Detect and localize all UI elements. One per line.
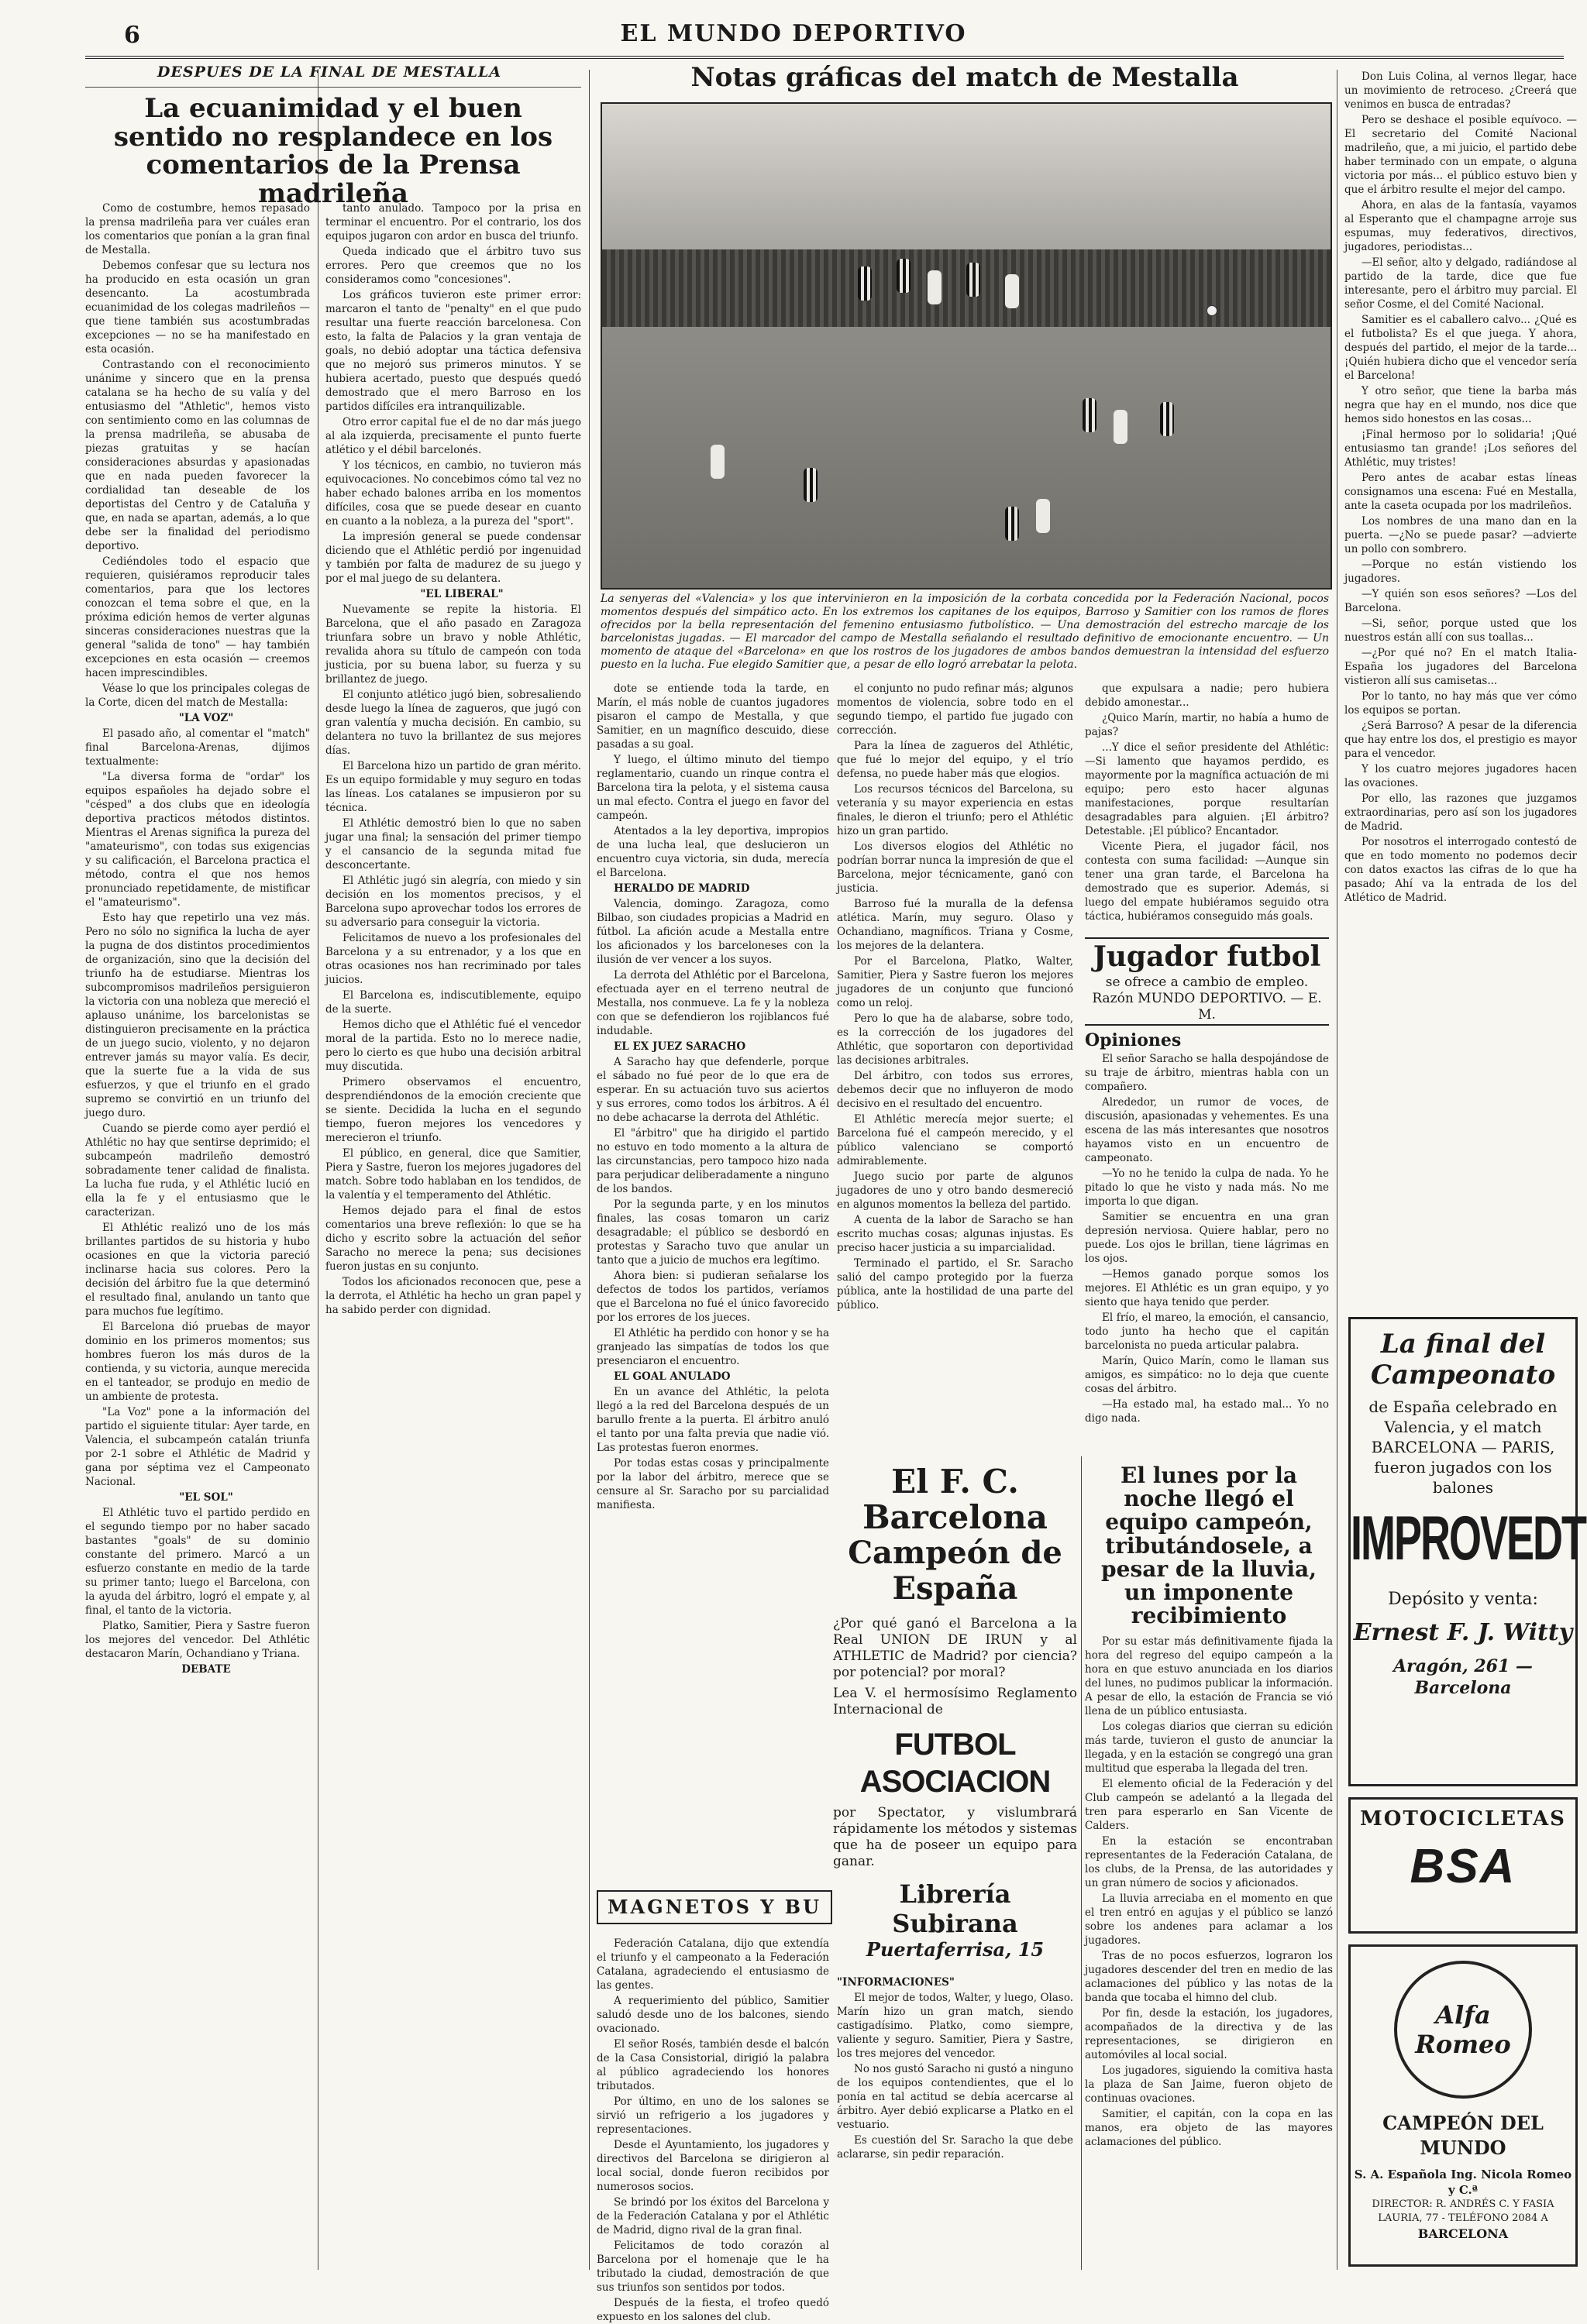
player-figure [1005, 274, 1019, 308]
paragraph: La derrota del Athlétic por el Barcelona, efectuada ayer en el terreno neutral de Mestalla, nos conmueve. La fe y la nobleza con que se defendieron los rojiblancos fué indudable. [597, 969, 829, 1037]
paragraph: A cuenta de la labor de Saracho se han escrito muchas cosas; algunas injustas. Es preciso hacer justicia a su imparcialidad. [837, 1214, 1073, 1254]
article-kicker: DESPUES DE LA FINAL DE MESTALLA [157, 64, 502, 81]
paragraph: En la estación se encontraban representantes de la Federación Catalana, de los clubs, de la Prensa, de las autoridades y un gran número de socios y aficionados. [1085, 1835, 1333, 1889]
paragraph: Primero observamos el encuentro, desprendiéndonos de la emoción creciente que se siente. Decidida la lucha en el segundo tiempo, fueron mejores los vencedores y merecieron el triunfo. [325, 1076, 581, 1144]
player-figure [966, 263, 980, 297]
paragraph: El Athlétic realizó uno de los más brillantes partidos de su historia y hubo ocasiones en que la victoria pareció inclinarse hacia sus colores. Pero la decisión del árbitro fue la que determinó el resultado final, anulando un tanto que para muchos fue legítimo. [85, 1222, 310, 1318]
paragraph: Después de la fiesta, el trofeo quedó expuesto en los salones del club. [597, 2297, 829, 2323]
paragraph: Los gráficos tuvieron este primer error: marcaron el tanto de "penalty" en el que pudo resultar una fuerte reacción barcelonesa. Con esto, la falta de Palacios y la gran ventaja de goals, no debió adoptar una táctica defensiva que no mejoró sus primeros minutos. Y se hubiera acertado, puesto que después quedó demostrado que el mero Barroso en los partidos difíciles era intranquilizable. [325, 289, 581, 413]
paragraph: Valencia, domingo. Zaragoza, como Bilbao, son ciudades propicias a Madrid en fútbol. La afición acude a Mestalla entre los aficionados y los barceloneses con la ilusión de ver vencer a los suyos. [597, 898, 829, 966]
paragraph: Por lo tanto, no hay más que ver cómo los equipos se portan. [1344, 690, 1577, 717]
subhead: "EL LIBERAL" [420, 588, 504, 600]
column-divider [1081, 1456, 1082, 2270]
alfa-romeo-emblem [1394, 1961, 1532, 2099]
paragraph: ¿Quico Marín, martir, no había a humo de pajas? [1085, 712, 1329, 738]
ad-line: BARCELONA [1417, 2226, 1509, 2241]
paragraph: Es cuestión del Sr. Saracho la que debe aclararse, sin pedir reparación. [837, 2134, 1073, 2161]
paragraph: A requerimiento del público, Samitier saludó desde uno de los balcones, siendo ovacionado. [597, 1995, 829, 2035]
paragraph: Alrededor, un rumor de voces, de discusión, apasionadas y vehementes. Es una escena de las más interesantes que nosotros hayamos visto en un encuentro de campeonato. [1085, 1096, 1329, 1164]
paragraph: Del árbitro, con todos sus errores, debemos decir que no influyeron de modo decisivo en el resultado del encuentro. [837, 1070, 1073, 1110]
paragraph: Hemos dicho que el Athlétic fué el vencedor moral de la partida. Esto no lo merece nadie, pero lo cierto es que hubo una decisión arbitral muy discutida. [325, 1019, 581, 1073]
paragraph: Samitier se encuentra en una gran depresión nerviosa. Quiere hablar, pero no puede. Los ojos le brillan, tiene lágrimas en los ojos. [1085, 1211, 1329, 1265]
paragraph: Todos los aficionados reconocen que, pese a la derrota, el Athlétic ha hecho un gran papel y ha sabido perder con dignidad. [325, 1276, 581, 1316]
paragraph: Véase lo que los principales colegas de la Corte, dicen del match de Mestalla: [85, 682, 310, 709]
paragraph: Pero se deshace el posible equívoco. —El secretario del Comité Nacional madrileño, que, a mi juicio, el partido debe haber terminado con un empate, o alguna victoria por más... el público estuvo bien y que el árbitro resulte el mejor del campo. [1344, 114, 1577, 196]
paragraph: "La diversa forma de "ordar" los equipos españoles ha dejado sobre el "césped" a dos clubs que en ideología deportiva practicos métodos distintos. Mientras el Arenas significa la pureza del "amateurismo", con todas sus exigencias y su calificación, el Barcelona practica el método, contra el que nos hemos pronunciado repetidamente, de mistificar el "amateurismo". [85, 771, 310, 909]
paragraph: El frío, el mareo, la emoción, el cansancio, todo junto ha hecho que el capitán barcelonista no pueda articular palabra. [1085, 1312, 1329, 1352]
photo-section-title: Notas gráficas del match de Mestalla [690, 62, 1239, 93]
paragraph: Cediéndoles todo el espacio que requieren, quisiéramos reproducir tales comentarios, para que los lectores conozcan el tema sobre el que, en la próxima edición hemos de verter algunas sinceras consideraciones nuestras que la general "salida de tono" — hay también excepciones en esta ocasión — creemos hacen imprescindibles. [85, 555, 310, 679]
paragraph: Debemos confesar que su lectura nos ha producido en esta ocasión un gran desencanto. La acostumbrada ecuanimidad de los colegas madrileños — que tiene también sus acostumbradas excepciones — no se ha manifestado en esta ocasión. [85, 260, 310, 356]
paragraph: Esto hay que repetirlo una vez más. Pero no sólo no significa la lucha de ayer la pugna de dos distintos procedimientos de organización, sino que la decisión del triunfo ha de estudiarse. Mientras los subcompromisos madrileños persiguieron la victoria con una nobleza que mereció el aplauso unánime, los barcelonistas se distinguieron precisamente en la práctica de un juego sucio, violento, y no dejaron entrever jamás su mayor valía. Es decir, que la suerte fue a la vida de sus esfuerzos, y que el triunfo en el grado supremo se convirtió en un triunfo del juego duro. [85, 912, 310, 1119]
paragraph: No nos gustó Saracho ni gustó a ninguno de los equipos contendientes, que el lo ponía en tal actitud se debía acercarse al árbitro. Ayer debió explicarse a Platko en el vestuario. [837, 2063, 1073, 2131]
classified-body: se ofrece a cambio de empleo. Razón MUNDO DEPORTIVO. — E. M. [1092, 975, 1322, 1023]
llegada-headline: El lunes por la noche llegó el equipo campeón, tributándosele, a pesar de la lluvia, un imponente recibimiento [1101, 1463, 1317, 1629]
column-divider [589, 70, 590, 2270]
paragraph: ...Y dice el señor presidente del Athlétic: —Si lamento que hayamos perdido, es mayormente por la magnífica actuación de mi equipo; pero esto hacer algunas manifestaciones, porque resultarían desagradables para alguien. ¡El árbitro? Detestable. ¡El público? Encantador. [1085, 741, 1329, 837]
paragraph: —Yo no he tenido la culpa de nada. Yo he pitado lo que he visto y nada más. No me importa lo que digan. [1085, 1167, 1329, 1208]
paragraph: el conjunto no pudo refinar más; algunos momentos de violencia, sobre todo en el segundo tiempo, el partido fue jugado con corrección. [837, 682, 1073, 737]
paragraph: Y los cuatro mejores jugadores hacen las ovaciones. [1344, 763, 1577, 789]
jugador-classified-ad [1085, 937, 1329, 1026]
player-figure [711, 445, 725, 479]
middle-col3 [597, 682, 829, 1782]
paragraph: El Athlétic tuvo el partido perdido en el segundo tiempo por no haber sacado bastantes "goals" de su dominio constante del primero. Marcó a un esfuerzo constante en medio de la tarde su primer tanto; luego el Barcelona, con la ayuda del árbitro, logró el empate y, al final, el tanto de la victoria. [85, 1507, 310, 1617]
player-figure [804, 468, 818, 502]
player-figure [897, 259, 911, 293]
ad-title: CAMPEÓN DEL MUNDO [1382, 2112, 1544, 2159]
paragraph: Por la segunda parte, y en los minutos finales, las cosas tomaron un cariz desagradable; el público se desbordó en protestas y Saracho tuvo que anular un tanto que a juicio de muchos era legítimo. [597, 1198, 829, 1267]
paragraph: El conjunto atlético jugó bien, sobresaliendo desde luego la línea de zagueros, que jugó con gran valentía y mucha decisión. En cambio, su delantera no tuvo la brillantez de sus mejores días. [325, 689, 581, 757]
magnetos-ad-strip: MAGNETOS Y BU [597, 1890, 832, 1924]
alfa-romeo-ad [1348, 1944, 1578, 2267]
ad-body: por Spectator, y vislumbrará rápidamente los métodos y sistemas que ha de poseer un equipo para ganar. [833, 1805, 1077, 1869]
paragraph: —El señor, alto y delgado, radiándose al partido de la tarde, dice que fue interesante, pero el árbitro muy parcial. El señor Cosme, el del Comité Nacional. [1344, 256, 1577, 311]
paragraph: La impresión general se puede condensar diciendo que el Athlétic perdió por ingenuidad y también por falta de madurez de su juego y por el mal juego de su delantera. [325, 531, 581, 585]
article-headline: La ecuanimidad y el buen sentido no resplandece en los comentarios de la Prensa madrileña [113, 93, 553, 210]
paragraph: —Si, señor, porque usted que los nuestros están allí con sus toallas... [1344, 617, 1577, 644]
ad-title: MOTOCICLETAS [1360, 1807, 1566, 1831]
paragraph: Don Luis Colina, al vernos llegar, hace un movimiento de retroceso. ¿Creerá que venimos en busca de entradas? [1344, 70, 1577, 111]
paragraph: En un avance del Athlétic, la pelota llegó a la red del Barcelona después de un barullo frente a la puerta. El árbitro anuló el tanto por una falta previa que nadie vió. Las protestas fueron enormes. [597, 1386, 829, 1454]
paragraph: Juego sucio por parte de algunos jugadores de uno y otro bando desmereció en algunos momentos la belleza del partido. [837, 1171, 1073, 1211]
ad-big-title: FUTBOL ASOCIACION [859, 1728, 1051, 1799]
ad-headline: Campeón de España [848, 1535, 1062, 1607]
paragraph: Los diversos elogios del Athlétic no podrían borrar nunca la impresión de que el Barcelona, mejor técnicamente, ganó con justicia. [837, 841, 1073, 895]
subhead: "INFORMACIONES" [837, 1976, 955, 1989]
paragraph: El señor Saracho se halla despojándose de su traje de árbitro, mientras habla con un compañero. [1085, 1053, 1329, 1093]
subhead: DEBATE [181, 1663, 231, 1676]
paragraph: Y los técnicos, en cambio, no tuvieron más equivocaciones. No concebimos cómo tal vez no haber echado balones arriba en los momentos difíciles, cosa que se puede desear en cuanto en cuanto a la nobleza, a la pureza del "sport". [325, 459, 581, 528]
paragraph: Felicitamos de nuevo a los profesionales del Barcelona y a su entrenador, y a los que en otras ocasiones nos han recriminado por tales juicios. [325, 932, 581, 986]
paragraph: El Athlétic demostró bien lo que no saben jugar una final; la sensación del primer tiempo y el cansancio de la segunda mitad fue desconcertante. [325, 817, 581, 871]
page-number: 6 [124, 22, 140, 49]
paragraph: Por fin, desde la estación, los jugadores, acompañados de la directiva y de las representaciones, se dirigieron en automóviles al local social. [1085, 2007, 1333, 2061]
player-figure [1083, 398, 1096, 432]
alfa-romeo-logo: Alfa Romeo [1415, 2000, 1511, 2059]
photo-sky [602, 104, 1331, 249]
paragraph: Hemos dejado para el final de estos comentarios una breve reflexión: lo que se ha dicho y escrito sobre la actuación del señor Saracho no merece la pena; sus decisiones fueron justas en su conjunto. [325, 1205, 581, 1273]
paragraph: Los recursos técnicos del Barcelona, su veteranía y su mayor experiencia en estas finales, le dieron el triunfo; pero el Athlétic hizo un gran partido. [837, 783, 1073, 837]
paragraph: El mejor de todos, Walter, y luego, Olaso. Marín hizo un gran match, siendo castigadísimo. Platko, como siempre, valiente y seguro. Samitier, Piera y Sastre, los tres mejores del vencedor. [837, 1992, 1073, 2060]
paragraph: El pasado año, al comentar el "match" final Barcelona-Arenas, dijimos textualmente: [85, 727, 310, 768]
paragraph: Vicente Piera, el jugador fácil, nos contesta con suma facilidad: —Aunque sin tener una gran tarde, el Barcelona ha demostrado que es superior. Además, si luego del empate hubiéramos seguido otra táctica, hubiéramos conseguido más goals. [1085, 841, 1329, 923]
ad-seller: Ernest F. J. Witty [1353, 1619, 1573, 1646]
subhead: "EL SOL" [179, 1491, 233, 1504]
paragraph: Marín, Quico Marín, como le llaman sus amigos, es simpático: no lo deja que cuente cosas del árbitro. [1085, 1355, 1329, 1395]
paragraph: El señor Rosés, también desde el balcón de la Casa Consistorial, dirigió la palabra al público agradeciendo los honores tributados. [597, 2038, 829, 2092]
header-rule [85, 56, 1564, 59]
paragraph: Otro error capital fue el de no dar más juego al ala izquierda, precisamente el punto fuerte atlético y el débil barcelonés. [325, 416, 581, 456]
paragraph: Samitier, el capitán, con la copa en las manos, era objeto de las mayores aclamaciones del público. [1085, 2108, 1333, 2148]
player-figure [1114, 410, 1127, 444]
paragraph: —¿Por qué no? En el match Italia-España los jugadores del Barcelona vistieron allí sus camisetas... [1344, 647, 1577, 687]
match-photo [601, 102, 1332, 590]
paragraph: —Ha estado mal, ha estado mal... Yo no digo nada. [1085, 1398, 1329, 1425]
ad-line: LAURIA, 77 - TELÉFONO 2084 A [1378, 2212, 1548, 2224]
ad-body: de España celebrado en Valencia, y el match BARCELONA — PARIS, fueron jugados con los balones [1368, 1397, 1558, 1497]
player-figure [1005, 507, 1019, 541]
subhead: HERALDO DE MADRID [614, 882, 750, 895]
paragraph: dote se entiende toda la tarde, en Marín, el más noble de cuantos jugadores pisaron el campo de Mestalla, y que Samitier, en un magnífico descuido, diese pasadas a su goal. [597, 682, 829, 751]
subhead: EL GOAL ANULADO [614, 1370, 731, 1383]
paragraph: que expulsara a nadie; pero hubiera debido amonestar... [1085, 682, 1329, 709]
paragraph: Pero lo que ha de alabarse, sobre todo, es la corrección de los jugadores del Athlétic, que soportaron con deportividad las decisiones arbitrales. [837, 1012, 1073, 1067]
paragraph: Queda indicado que el árbitro tuvo sus errores. Pero que creemos que no los consideramos como "concesiones". [325, 246, 581, 286]
improvedt-ball-ad [1348, 1317, 1586, 1786]
paragraph: Pero antes de acabar estas líneas consignamos una escena: Fué en Mestalla, ante la caseta ocupada por los madrileños. [1344, 472, 1577, 512]
opiniones-section [1085, 1030, 1329, 1452]
llegada-col-a [1085, 1635, 1333, 2270]
paragraph: Por nosotros el interrogado contestó de que en todo momento no podemos decir con datos exactos las cifras de lo que ha pasado; Ahí va la entrada de los del Atlético de Madrid. [1344, 836, 1577, 904]
paragraph: Por ello, las razones que juzgamos extraordinarias, pero así son los jugadores de Madrid. [1344, 792, 1577, 833]
paragraph: Como de costumbre, hemos repasado la prensa madrileña para ver cuáles eran los comentarios que ponían a la gran final de Mestalla. [85, 202, 310, 256]
paragraph: Por su estar más definitivamente fijada la hora del regreso del equipo campeón a la hora en que estuvo anunciada en los diarios del lunes, no pudimos publicar la información. A pesar de ello, la estación de Francia se vió llena de un público entusiasta. [1085, 1635, 1333, 1717]
paragraph: El Athlétic ha perdido con honor y se ha granjeado las simpatías de todos los que presenciaron el encuentro. [597, 1327, 829, 1367]
llegada-col-b [597, 1937, 829, 2323]
paragraph: Los nombres de una mano dan en la puerta. —¿No se puede pasar? —advierte un pollo con sombrero. [1344, 515, 1577, 555]
paragraph: Terminado el partido, el Sr. Saracho salió del campo protegido por la fuerza pública, ante la hostilidad de una parte del público. [837, 1257, 1073, 1312]
subhead: "LA VOZ" [178, 712, 234, 724]
bsa-logo: BSA [1410, 1840, 1516, 1893]
paragraph: Para la línea de zagueros del Athlétic, que fué lo mejor del equipo, y el trío defensa, no puede haber más que elogios. [837, 740, 1073, 780]
paragraph: Cuando se pierde como ayer perdió el Athlétic no hay que sentirse deprimido; el subcampeón madrileño demostró sobradamente tener calidad de finalista. La lucha fue ruda, y el Athlétic lució en ella la fe y el entusiasmo que le caracterizan. [85, 1122, 310, 1219]
libreria-ad [833, 1464, 1077, 1960]
paragraph: Atentados a la ley deportiva, impropios de una lucha leal, que deslucieron un encuentro cuya victoria, sin duda, merecía el Barcelona. [597, 825, 829, 879]
left-article-col2 [325, 201, 581, 2270]
ad-brand: IMPROVEDT [1351, 1504, 1586, 1573]
paragraph: Nuevamente se repite la historia. El Barcelona, que el año pasado en Zaragoza triunfara sobre un bravo y noble Athlétic, revalida ahora su título de campeón con toda justicia, por su buena labor, su fuerza y su brillantez de juego. [325, 603, 581, 686]
paragraph: Y luego, el último minuto del tiempo reglamentario, cuando un rinque contra el Barcelona tira la pelota, y el sistema causa un mal efecto. Contra el juego en favor del campeón. [597, 754, 829, 822]
paragraph: Desde el Ayuntamiento, los jugadores y directivos del Barcelona se dirigieron al local social, donde fueron recibidos por numerosos socios. [597, 2139, 829, 2193]
col5-left-text [1085, 682, 1329, 930]
paragraph: Barroso fué la muralla de la defensa atlética. Marín, muy seguro. Olaso y Ochandiano, magníficos. Triana y Cosme, los mejores de la delantera. [837, 898, 1073, 952]
shop-address: Puertaferrisa, 15 [866, 1938, 1045, 1961]
middle-col4 [837, 682, 1073, 1456]
paragraph: ¡Final hermoso por lo solidaria! ¡Qué entusiasmo tan grande! ¡Los señores del Athlétic, muy tristes! [1344, 428, 1577, 469]
paragraph: A Saracho hay que defenderle, porque el sábado no fué peor de lo que era de esperar. En su actuación tuvo sus aciertos y sus errores, como todos los árbitros. A él no debe achacarse la derrota del Athlétic. [597, 1056, 829, 1124]
player-figure [858, 266, 872, 301]
paragraph: —Hemos ganado porque somos los mejores. El Athlétic es un gran equipo, y yo siento que haya tenido que perder. [1085, 1268, 1329, 1308]
paragraph: Federación Catalana, dijo que extendía el triunfo y el campeonato a la Federación Catalana, agradeciendo el entusiasmo de las gentes. [597, 1937, 829, 1992]
ad-headline: La final del Campeonato [1370, 1329, 1556, 1391]
paragraph: El elemento oficial de la Federación y del Club campeón se adelantó a la llegada del tren para esperarlo en San Vicente de Calders. [1085, 1778, 1333, 1832]
paragraph: Contrastando con el reconocimiento unánime y sincero que en la prensa catalana se ha hecho de su valía y del entusiasmo del "Athletic", hemos visto con sentimiento como en las columnas de la prensa madrileña, se abusaba de piezas gratuitas y se hacían consideraciones absurdas y apasionadas que en nada pueden favorecer la cordialidad tan deseable de los deportistas del Centro y de Cataluña y que, en nada se apartan, además, a lo que debe ser la finalidad del periodismo deportivo. [85, 359, 310, 552]
paragraph: Por el Barcelona, Platko, Walter, Samitier, Piera y Sastre fueron los mejores jugadores de un conjunto que funcionó como un reloj. [837, 955, 1073, 1009]
paragraph: Tras de no pocos esfuerzos, lograron los jugadores descender del tren en medio de las aclamaciones del público y las notas de la banda que tocaba el himno del club. [1085, 1950, 1333, 2004]
paragraph: El Athlétic jugó sin alegría, con miedo y sin decisión en los momentos precisos, y el Barcelona supo aprovechar todos los errores de su adversario para conseguir la victoria. [325, 875, 581, 929]
paragraph: Ahora, en alas de la fantasía, vayamos al Esperanto que el champagne arroje sus espumas, muy federativos, directivos, jugadores, periodistas... [1344, 199, 1577, 253]
ad-address: Aragón, 261 — Barcelona [1393, 1656, 1533, 1698]
paragraph: —Porque no están vistiendo los jugadores. [1344, 559, 1577, 585]
paragraph: Felicitamos de todo corazón al Barcelona por el homenaje que le ha tributado la ciudad, demostración de que sus triunfos son sentidos por todos. [597, 2240, 829, 2294]
paragraph: "La Voz" pone a la información del partido el siguiente titular: Ayer tarde, en Valencia, el subcampeón catalán triunfa por 2-1 sobre el Athlétic de Madrid y gana por séptima vez el Campeonato Nacional. [85, 1406, 310, 1488]
left-article-col1 [85, 201, 310, 2270]
shop-name: Librería Subirana [892, 1879, 1018, 1938]
player-figure [1160, 402, 1174, 436]
paragraph: Los jugadores, siguiendo la comitiva hasta la plaza de San Jaime, fueron objeto de continuas ovaciones. [1085, 2064, 1333, 2105]
kicker-rule [85, 87, 581, 88]
ad-body: ¿Por qué ganó el Barcelona a la Real UNION DE IRUN y al ATHLETIC de Madrid? por ciencia? por potencial? por moral? [833, 1616, 1077, 1680]
paragraph: Por último, en uno de los salones se sirvió un refrigerio a los jugadores y representaciones. [597, 2095, 829, 2136]
section-heading: Opiniones [1085, 1030, 1182, 1050]
ad-body: Lea V. el hermosísimo Reglamento Internacional de [833, 1686, 1077, 1717]
paragraph: Y otro señor, que tiene la barba más negra que hay en el mundo, nos dice que hemos sido honestos en las cosas... [1344, 385, 1577, 425]
paragraph: El Barcelona hizo un partido de gran mérito. Es un equipo formidable y muy seguro en todas las líneas. Los catalanes se impusieron por su técnica. [325, 760, 581, 814]
ad-headline: El F. C. Barcelona [862, 1463, 1048, 1536]
bsa-motorcycle-ad [1348, 1797, 1578, 1934]
football [1207, 305, 1217, 316]
player-figure [1036, 499, 1050, 533]
paragraph: —Y quién son esos señores? —Los del Barcelona. [1344, 588, 1577, 614]
ad-deposit-label: Depósito y venta: [1388, 1590, 1538, 1609]
classified-title: Jugador futbol [1093, 940, 1321, 973]
paragraph: El Barcelona es, indiscutiblemente, equipo de la suerte. [325, 989, 581, 1016]
paragraph: El público, en general, dice que Samitier, Piera y Sastre, fueron los mejores jugadores del match. Sobre todo hablaban en los tendidos, de la valentía y el temperamento del Athlétic. [325, 1147, 581, 1202]
right-col-text [1344, 70, 1577, 1294]
ad-line: S. A. Española Ing. Nicola Romeo y C.ª [1354, 2168, 1572, 2197]
photo-caption: La senyeras del «Valencia» y los que intervinieron en la imposición de la corbata concedida por la Federación Nacional, pocos momentos después del simpático acto. En los extremos los capitanes de los equipos, Barroso y Samitier con los ramos de flores ofrecidos por la bella representación del femenino entusiasmo futbolístico. — Una demostración del estrecho marcaje de los barcelonistas jugadas. — El marcador del campo de Mestalla señalando el resultado definitivo de emocionante encuentro. — Un momento de ataque del «Barcelona» en que los rostros de los jugadores de ambos bandos demuestran la intensidad del esfuerzo puesto en la lucha. Fue elegido Samitier que, a pesar de ello logró arrebatar la pelota. [601, 593, 1329, 671]
paragraph: Se brindó por los éxitos del Barcelona y de la Federación Catalana y por el Athlétic de Madrid, digno rival de la gran final. [597, 2196, 829, 2236]
paragraph: La lluvia arreciaba en el momento en que el tren entró en agujas y el público se lanzó sobre los andenes para aclamar a los jugadores. [1085, 1893, 1333, 1947]
subhead: EL EX JUEZ SARACHO [614, 1040, 746, 1053]
paragraph: El Barcelona dió pruebas de mayor dominio en los primeros momentos; sus hombres fueron los más duros de la contienda, y su victoria, aunque merecida en el tanteador, se produjo en medio de un ambiente de protesta. [85, 1321, 310, 1403]
paragraph: Ahora bien: si pudieran señalarse los defectos de todos los partidos, veríamos que el Barcelona no fué el único favorecido por los errores de los jueces. [597, 1270, 829, 1324]
paragraph: Por todas estas cosas y principalmente por la labor del árbitro, merece que se censure al Sr. Saracho por su parcialidad manifiesta. [597, 1457, 829, 1511]
paragraph: Los colegas diarios que cierran su edición más tarde, tuvieron el gusto de anunciar la llegada, y en la estación se congregó una gran multitud que esperaba la llegada del tren. [1085, 1721, 1333, 1775]
paragraph: El Athlétic merecía mejor suerte; el Barcelona fué el campeón merecido, y el público valenciano se comportó admirablemente. [837, 1113, 1073, 1167]
newspaper-title: EL MUNDO DEPORTIVO [620, 20, 967, 47]
paragraph: ¿Será Barroso? A pesar de la diferencia que hay entre los dos, el prestigio es mayor para el vencedor. [1344, 720, 1577, 760]
player-figure [928, 270, 942, 304]
paragraph: El "árbitro" que ha dirigido el partido no estuvo en todo momento a la altura de las circunstancias, pero tampoco hizo nada para perjudicar deliberadamente a ninguno de los bandos. [597, 1127, 829, 1195]
paragraph: Platko, Samitier, Piera y Sastre fueron los mejores del vencedor. Del Athlétic destacaron Marín, Ochandiano y Triana. [85, 1620, 310, 1660]
paragraph: Samitier es el caballero calvo... ¿Qué es el futbolista? Es el que juega. Y ahora, después del partido, el mejor de la tarde... ¡Quién hubiera dicho que el vencedor sería el Barcelona! [1344, 314, 1577, 382]
paragraph: tanto anulado. Tampoco por la prisa en terminar el encuentro. Por el contrario, los dos equipos jugaron con ardor en busca del triunfo. [325, 202, 581, 242]
informaciones-section [837, 1975, 1073, 2270]
ad-line: DIRECTOR: R. ANDRÉS C. Y FASIA [1372, 2199, 1554, 2210]
